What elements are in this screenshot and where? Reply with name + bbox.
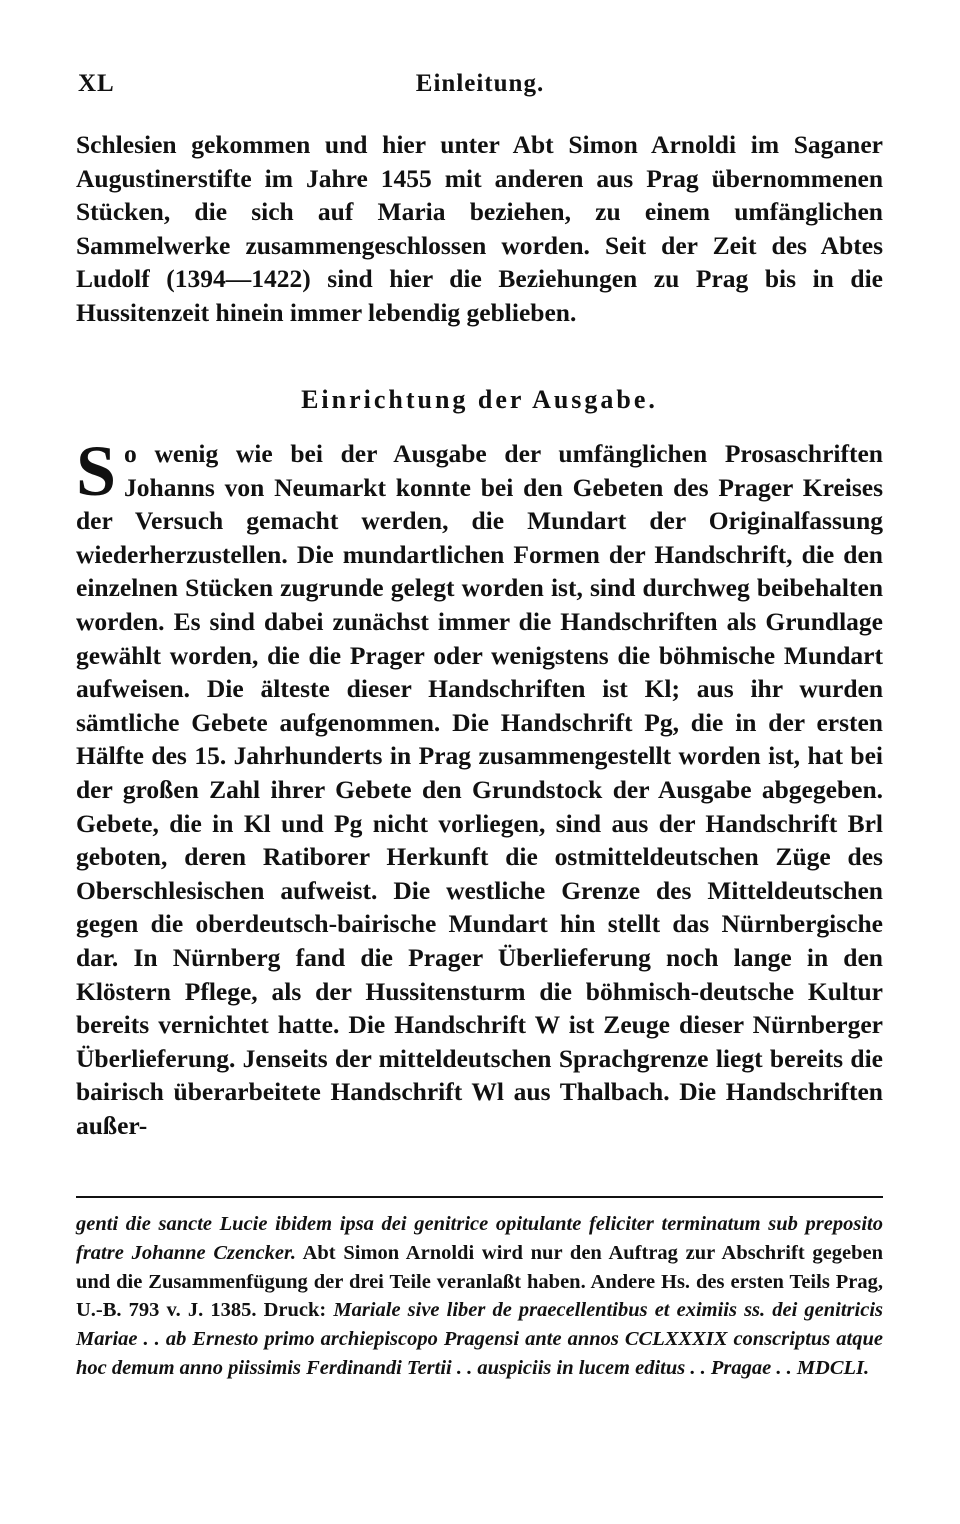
paragraph-main-text: o wenig wie bei der Ausgabe der umfänglichen Prosaschriften Johanns von Neumarkt konnte bei den Gebeten des Prager Kreises der Versuch gemacht werden, die Mundart der Originalfassung wiederherzustellen. Die mundartlichen Formen der Handschrift, die den einzelnen Stücken zugrunde gelegt worden ist, sind durchweg beibehalten worden. Es sind dabei zunächst immer die Handschriften als Grundlage gewählt worden, die die Prager oder wenigstens die böhmische Mundart aufweisen. Die älteste dieser Handschriften ist Kl; aus ihr wurden sämtliche Gebete aufgenommen. Die Handschrift Pg, die in der ersten Hälfte des 15. Jahrhunderts in Prag zusammengestellt worden ist, hat bei der großen Zahl ihrer Gebete den Grundstock der Ausgabe abgegeben. Gebete, die in Kl und Pg nicht vorliegen, sind aus der Handschrift Brl geboten, deren Ratiborer Herkunft die ostmitteldeutschen Züge des Oberschlesischen aufweist. Die westliche Grenze des Mitteldeutschen gegen die oberdeutsch-bairische Mundart hin stellt das Nürnbergische dar. In Nürnberg fand die Prager Überlieferung noch lange in den Klöstern Pflege, als der Hussitensturm die böhmisch-deutsche Kultur bereits vernichtet hatte. Die Handschrift W ist Zeuge dieser Nürnberger Überlieferung. Jenseits der mitteldeutschen Sprachgrenze liegt bereits die bairisch überarbeitete Handschrift Wl aus Thalbach. Die Handschriften außer- <box>76 439 883 1140</box>
running-head <box>78 70 882 104</box>
footnote-italic-1: genti die sancte Lucie ibidem ipsa dei genitrice opitulante feliciter terminatum sub preposito fratre Johanne Czencker. <box>76 1213 883 1264</box>
footnote-rule <box>76 1196 883 1198</box>
section-heading: Einrichtung der Ausgabe. <box>301 385 658 414</box>
page-number: XL <box>78 70 115 97</box>
footnote-roman-1: Abt Simon Arnoldi wird nur den Auftrag zur Abschrift gegeben und die Zusammenfügung der drei Teile veranlaßt haben. Andere Hs. des ersten Teils Prag, U.-B. 793 v. J. 1385. Druck: <box>76 1241 883 1322</box>
paragraph-top <box>76 128 883 330</box>
footnote-italic-2: Mariale sive liber de praecellentibus et eximiis ss. dei genitricis Mariae . . ab Ernesto primo archiepiscopo Pragensi ante annos CCLXXXIX conscriptus atque hoc demum anno piissimis Ferdinandi Tertii . . auspiciis in lucem editus . . Pragae . . MDCLI. <box>76 1299 884 1379</box>
drop-cap: S <box>76 431 117 511</box>
paragraph-main-block <box>76 431 883 1142</box>
footnote <box>76 1210 883 1383</box>
running-title: Einleitung. <box>415 70 545 97</box>
paragraph-main <box>76 431 883 1142</box>
paragraph-top-text: Schlesien gekommen und hier unter Abt Simon Arnoldi im Saganer Augustinerstifte im Jahre 1455 mit anderen aus Prag übernommenen Stücken, die sich auf Maria beziehen, zu einem umfänglichen Sammelwerke zusammengeschlossen worden. Seit der Zeit des Abtes Ludolf (1394—1422) sind hier die Beziehungen zu Prag bis in die Hussitenzeit hinein immer lebendig geblieben. <box>76 130 883 327</box>
